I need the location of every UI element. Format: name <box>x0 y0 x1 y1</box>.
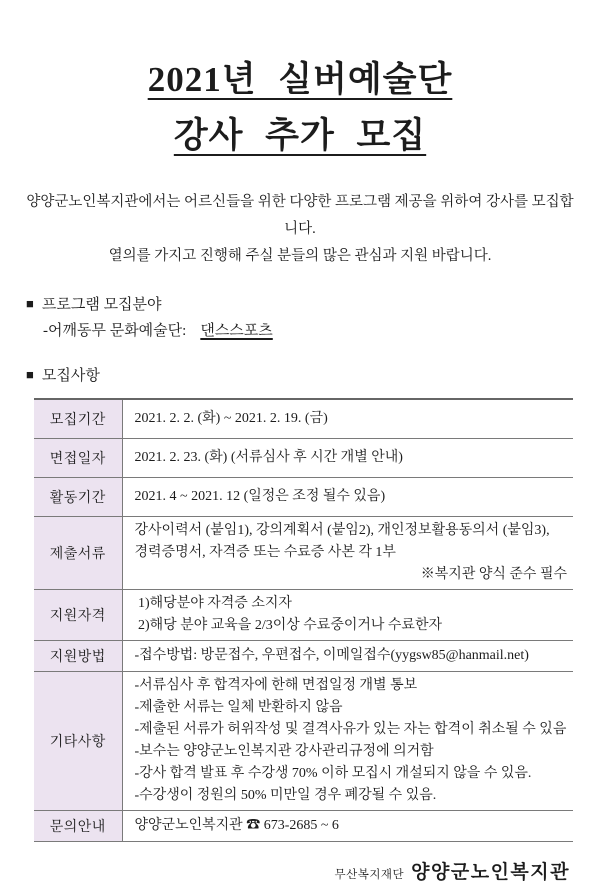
intro-line-2: 열의를 가지고 진행해 주실 분들의 많은 관심과 지원 바랍니다. <box>108 248 492 264</box>
row-content <box>122 590 573 641</box>
row-label: 지원자격 <box>34 590 122 641</box>
recruitment-table-body <box>34 399 573 842</box>
recruit-section-heading <box>26 364 574 388</box>
table-row <box>34 672 573 811</box>
row-label: 문의안내 <box>34 811 122 842</box>
square-bullet-icon: ■ <box>26 296 34 311</box>
cell-line: 2021. 2. 23. (화) (서류심사 후 시간 개별 안내) <box>134 450 403 465</box>
recruitment-table <box>34 398 573 842</box>
row-content <box>122 439 573 478</box>
square-bullet-icon: ■ <box>26 367 34 382</box>
row-label: 활동기간 <box>34 478 122 517</box>
table-row <box>34 811 573 842</box>
cell-line: -제출한 서류는 일체 반환하지 않음 <box>134 700 343 715</box>
program-item-prefix: -어깨동무 문화예술단: <box>43 323 187 339</box>
cell-line: -제출된 서류가 허위작성 및 결격사유가 있는 자는 합격이 취소될 수 있음 <box>134 722 567 737</box>
cell-line: 양양군노인복지관 ☎ 673-2685 ~ 6 <box>134 818 339 833</box>
row-content <box>122 517 573 590</box>
table-row <box>34 641 573 672</box>
program-item <box>26 319 574 343</box>
cell-note: ※복지관 양식 준수 필수 <box>420 567 567 582</box>
section-program <box>26 293 574 343</box>
title-line-1: 2021년 실버예술단 <box>147 60 453 99</box>
cell-line: 2)해당 분야 교육을 2/3이상 수료중이거나 수료한자 <box>134 618 443 633</box>
row-label: 기타사항 <box>34 672 122 811</box>
document-title <box>26 52 574 164</box>
cell-line: 강사이력서 (붙임1), 강의계획서 (붙임2), 개인정보활용동의서 (붙임3), <box>134 523 550 538</box>
row-label: 지원방법 <box>34 641 122 672</box>
title-line-2: 강사 추가 모집 <box>173 116 427 155</box>
recruit-heading-label: 모집사항 <box>41 368 100 384</box>
row-content <box>122 399 573 439</box>
row-content <box>122 811 573 842</box>
program-item-value: 댄스스포츠 <box>200 323 273 339</box>
cell-line: 2021. 2. 2. (화) ~ 2021. 2. 19. (금) <box>134 411 328 426</box>
section-recruit <box>26 364 574 388</box>
cell-line: -수강생이 정원의 50% 미만일 경우 폐강될 수 있음. <box>134 788 437 803</box>
cell-line: -강사 합격 발표 후 수강생 70% 이하 모집시 개설되지 않을 수 있음. <box>134 766 532 781</box>
cell-line: -서류심사 후 합격자에 한해 면접일정 개별 통보 <box>134 678 418 693</box>
row-label: 면접일자 <box>34 439 122 478</box>
row-label: 제출서류 <box>34 517 122 590</box>
program-heading-label: 프로그램 모집분야 <box>41 297 162 313</box>
table-row <box>34 478 573 517</box>
intro-paragraph <box>26 189 574 270</box>
cell-line: 2021. 4 ~ 2021. 12 (일정은 조정 될수 있음) <box>134 489 386 504</box>
row-label: 모집기간 <box>34 399 122 439</box>
footer <box>26 857 574 884</box>
row-content <box>122 672 573 811</box>
table-row <box>34 439 573 478</box>
program-section-heading <box>26 293 574 317</box>
table-row <box>34 517 573 590</box>
cell-line: -접수방법: 방문접수, 우편접수, 이메일접수(yygsw85@hanmail.net) <box>134 648 529 663</box>
intro-line-1: 양양군노인복지관에서는 어르신들을 위한 다양한 프로그램 제공을 위하여 강사를 모집합니다. <box>26 194 574 237</box>
table-row <box>34 590 573 641</box>
cell-line: 경력증명서, 자격증 또는 수료증 사본 각 1부 <box>134 545 396 560</box>
row-content <box>122 478 573 517</box>
row-content <box>122 641 573 672</box>
cell-line: -보수는 양양군노인복지관 강사관리규정에 의거함 <box>134 744 434 759</box>
footer-organization-name: 양양군노인복지관 <box>411 862 570 883</box>
table-row <box>34 399 573 439</box>
footer-foundation-name: 무산복지재단 <box>334 869 405 881</box>
cell-line: 1)해당분야 자격증 소지자 <box>134 596 292 611</box>
